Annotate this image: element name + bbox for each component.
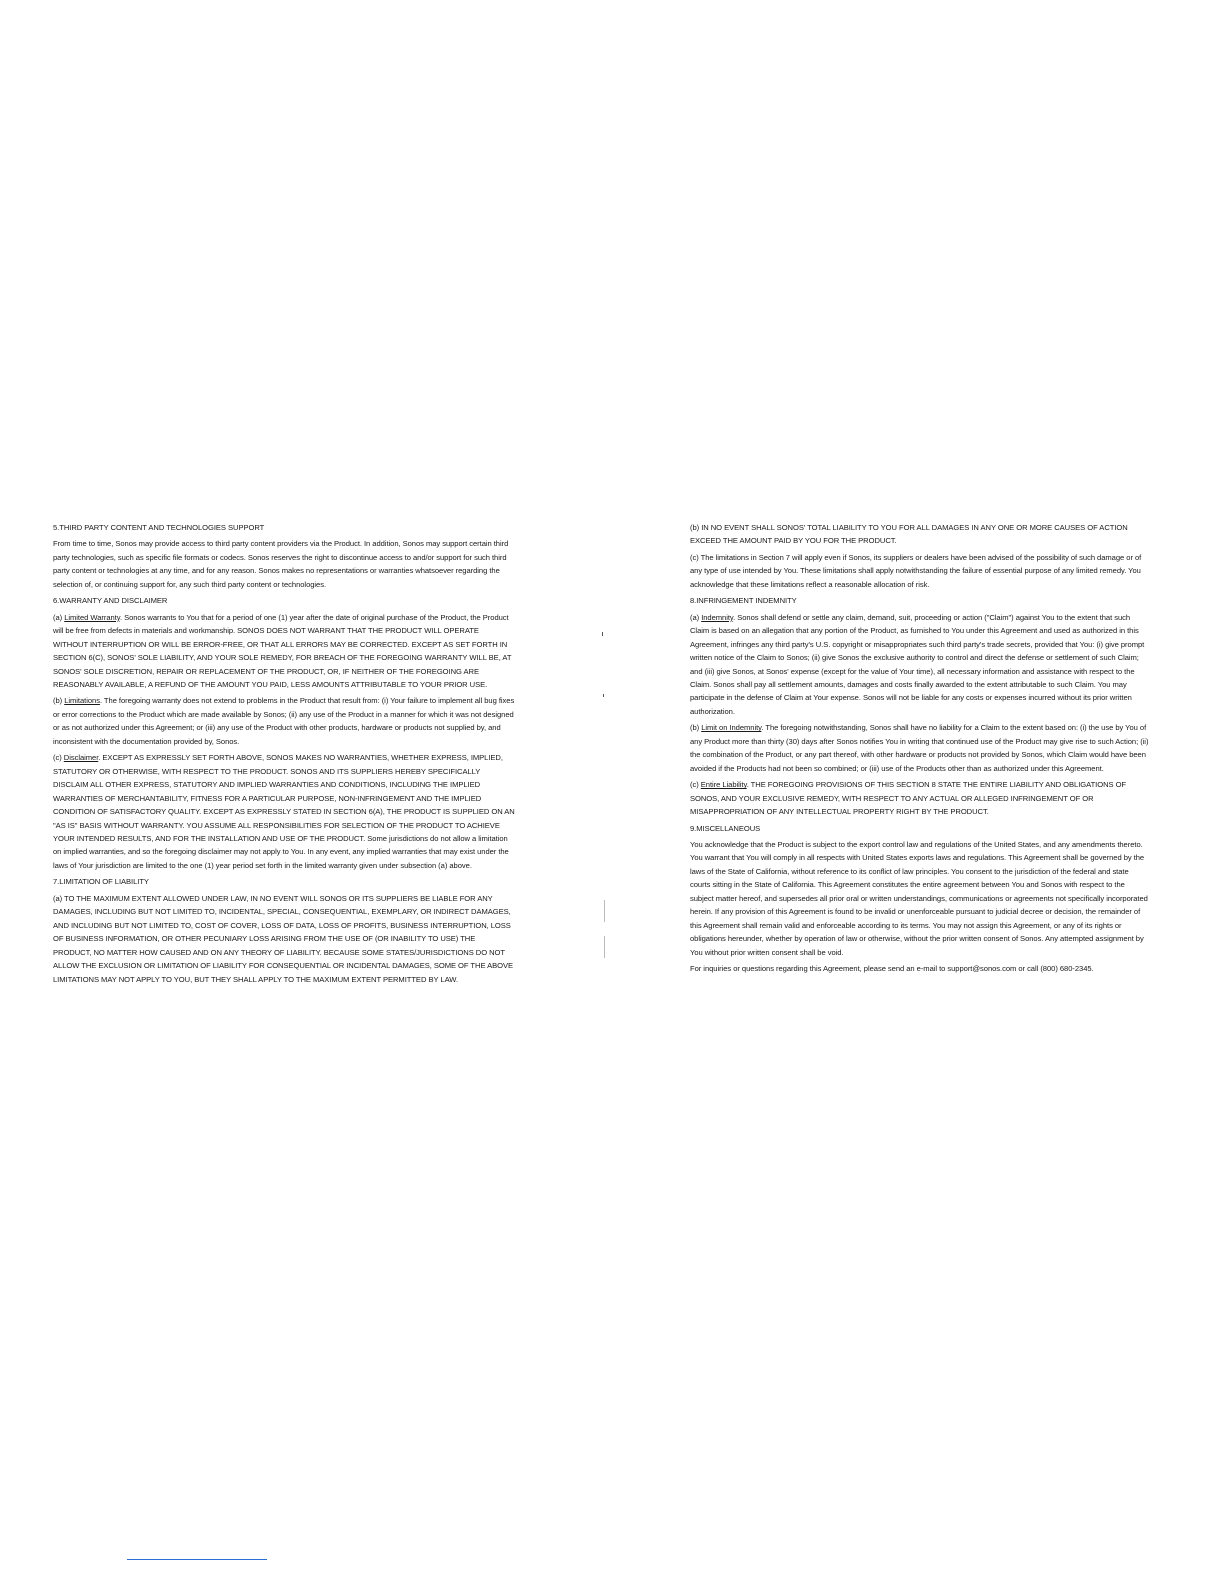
section-6a-title: Limited Warranty — [64, 612, 120, 622]
section-5-paragraph: From time to time, Sonos may provide access to third party content providers via the Product. In addition, Sonos may support certain third party technologies, such as specific file formats or codecs. Sonos reserves the right to discontinue access to and/or support for such third party content or technologies at any time, and for any reason. Sonos makes no representations or warranties whatsoever regarding the selection of, or continuing support for, any such third party content or technologies. — [53, 539, 509, 589]
left-column — [53, 521, 515, 989]
section-8-heading: 8.INFRINGEMENT INDEMNITY — [690, 596, 797, 606]
section-6b-prefix: (b) — [53, 696, 65, 706]
section-6c-title: Disclaimer — [63, 753, 99, 763]
gutter-speck — [603, 694, 604, 697]
gutter-speck — [602, 632, 603, 636]
section-8b-text: . The foregoing notwithstanding, Sonos shall have no liability for a Claim to the extent based on: (i) the use by You of any Product more than thirty (30) days after Sonos notifies You in writing that continued use of the Product may give rise to such Action; (ii) the combination of the Product, or any part thereof, with other hardware or products not provided by Sonos, which Claim would have been avoided if the Products had not been so combined; or (iii) use of the Products other than as authorized under this Agreement. — [690, 723, 1149, 773]
right-column — [690, 521, 1149, 979]
section-8a-text: . Sonos shall defend or settle any claim, demand, suit, proceeding or action ("Claim") against You to the extent that such Claim is based on an allegation that any portion of the Product, as furnished to You under this Agreement and used as authorized in this Agreement, infringes any third party's U.S. copyright or misappropriates such third party's trade secrets, provided that You: (i) give prompt written notice of the Claim to Sonos; (ii) give Sonos the exclusive authority to control and direct the defense or settlement of such Claim; and (iii) give Sonos, at Sonos' expense (except for the value of Your time), all necessary information and assistance with respect to the Claim. Sonos shall pay all settlement amounts, damages and costs finally awarded to the extent attributable to such Claim. You may participate in the defense of Claim at Your expense. Sonos will not be liable for any costs or expenses incurred without its prior written authorization. — [690, 612, 1145, 716]
section-6c-paragraph — [53, 751, 515, 872]
section-8a-prefix: (a) — [690, 612, 702, 622]
section-8c-paragraph — [690, 778, 1149, 818]
section-6b-paragraph — [53, 694, 515, 748]
section-6c-prefix: (c) — [53, 753, 64, 763]
section-7b-paragraph: (b) IN NO EVENT SHALL SONOS' TOTAL LIABILITY TO YOU FOR ALL DAMAGES IN ANY ONE OR MORE CAUSES OF ACTION EXCEED THE AMOUNT PAID BY YOU FOR THE PRODUCT. — [690, 523, 1128, 546]
section-8b-title: Limit on Indemnity — [701, 723, 762, 733]
section-8c-text: . THE FOREGOING PROVISIONS OF THIS SECTION 8 STATE THE ENTIRE LIABILITY AND OBLIGATIONS OF SONOS, AND YOUR EXCLUSIVE REMEDY, WITH RESPECT TO ANY ACTUAL OR ALLEGED INFRINGEMENT OF OR MISAPPROPRIATION OF ANY INTELLECTUAL PROPERTY RIGHT BY THE PRODUCT. — [690, 780, 1127, 817]
section-7c-paragraph: (c) The limitations in Section 7 will apply even if Sonos, its suppliers or dealers have been advised of the possibility of such damage or of any type of use intended by You. These limitations shall apply notwithstanding the failure of essential purpose of any limited remedy. You acknowledge that these limitations reflect a reasonable allocation of risk. — [690, 552, 1142, 589]
section-8a-title: Indemnity — [701, 612, 734, 622]
section-6b-text: . The foregoing warranty does not extend to problems in the Product that result from: (i) Your failure to implement all bug fixes or error corrections to the Product which are made available by Sonos; (ii) any use of the Product in a manner for which it was not designed or as not authorized under this Agreement; or (iii) any use of the Product with other products, hardware or products not supplied by, and inconsistent with the documentation provided by, Sonos. — [53, 696, 515, 746]
section-6b-title: Limitations — [64, 696, 100, 706]
gutter-line — [604, 936, 605, 958]
section-8b-prefix: (b) — [690, 723, 702, 733]
section-6c-text: . EXCEPT AS EXPRESSLY SET FORTH ABOVE, SONOS MAKES NO WARRANTIES, WHETHER EXPRESS, IMPLIED, STATUTORY OR OTHERWISE, WITH RESPECT TO THE PRODUCT. SONOS AND ITS SUPPLIERS HEREBY SPECIFICALLY DISCLAIM ALL OTHER EXPRESS, STATUTORY AND IMPLIED WARRANTIES AND CONDITIONS, INCLUDING THE IMPLIED WARRANTIES OF MERCHANTABILITY, FITNESS FOR A PARTICULAR PURPOSE, NON-INFRINGEMENT AND THE IMPLIED CONDITION OF SATISFACTORY QUALITY. EXCEPT AS EXPRESSLY STATED IN SECTION 6(A), THE PRODUCT IS SUPPLIED ON AN "AS IS" BASIS WITHOUT WARRANTY. YOU ASSUME ALL RESPONSIBILITIES FOR SELECTION OF THE PRODUCT TO ACHIEVE YOUR INTENDED RESULTS, AND FOR THE INSTALLATION AND USE OF THE PRODUCT. Some jurisdictions do not allow a limitation on implied warranties, and so the foregoing disclaimer may not apply to You. In any event, any implied warranties that may exist under the laws of Your jurisdiction are limited to the one (1) year period set forth in the limited warranty given under subsection (a) above. — [53, 753, 515, 870]
section-6a-prefix: (a) — [53, 612, 65, 622]
section-8b-paragraph — [690, 721, 1149, 775]
section-9-heading: 9.MISCELLANEOUS — [690, 823, 761, 833]
section-6-heading: 6.WARRANTY AND DISCLAIMER — [53, 596, 168, 606]
section-6a-text: . Sonos warrants to You that for a period of one (1) year after the date of original purchase of the Product, the Product will be free from defects in materials and workmanship. SONOS DOES NOT WARRANT THAT THE PRODUCT WILL OPERATE WITHOUT INTERRUPTION OR WILL BE ERROR-FREE, OR THAT ALL ERRORS MAY BE CORRECTED. EXCEPT AS SET FORTH IN SECTION 6(C), SONOS' SOLE LIABILITY, AND YOUR SOLE REMEDY, FOR BREACH OF THE FOREGOING WARRANTY WILL BE, AT SONOS' SOLE DISCRETION, REPAIR OR REPLACEMENT OF THE PRODUCT, OR, IF NEITHER OF THE FOREGOING ARE REASONABLY AVAILABLE, A REFUND OF THE AMOUNT YOU PAID, LESS AMOUNTS ATTRIBUTABLE TO YOUR PRIOR USE. — [53, 612, 512, 689]
section-8c-prefix: (c) — [690, 780, 701, 790]
bottom-rule — [127, 1559, 267, 1560]
section-8c-title: Entire Liability — [700, 780, 747, 790]
section-6a-paragraph — [53, 611, 515, 692]
contact-paragraph: For inquiries or questions regarding this Agreement, please send an e-mail to support@sonos.com or call (800) 680-2345. — [690, 964, 1094, 974]
section-9-paragraph: You acknowledge that the Product is subject to the export control law and regulations of the United States, and any amendments thereto. You warrant that You will comply in all respects with United States exports laws and regulations. This Agreement shall be governed by the laws of the State of California, without reference to its conflict of law principles. You consent to the jurisdiction of the federal and state courts sitting in the State of California. This Agreement constitutes the entire agreement between You and Sonos with respect to the subject matter hereof, and supersedes all prior oral or written understandings, communications or agreements not specifically incorporated herein. If any provision of this Agreement is found to be invalid or unenforceable pursuant to judicial decree or decision, the remainder of this Agreement shall remain valid and enforceable according to its terms. You may not assign this Agreement, or any of its rights or obligations hereunder, whether by operation of law or otherwise, without the prior written consent of Sonos. Any attempted assignment by You without prior written consent shall be void. — [690, 839, 1148, 957]
section-8a-paragraph — [690, 611, 1149, 719]
section-7a-paragraph: (a) TO THE MAXIMUM EXTENT ALLOWED UNDER LAW, IN NO EVENT WILL SONOS OR ITS SUPPLIERS BE LIABLE FOR ANY DAMAGES, INCLUDING BUT NOT LIMITED TO, INCIDENTAL, SPECIAL, CONSEQUENTIAL, EXEMPLARY, OR INDIRECT DAMAGES, AND INCLUDING BUT NOT LIMITED TO, COST OF COVER, LOSS OF DATA, LOSS OF PROFITS, BUSINESS INTERRUPTION, LOSS OF BUSINESS INFORMATION, OR OTHER PECUNIARY LOSS ARISING FROM THE USE OF (OR INABILITY TO USE) THE PRODUCT, NO MATTER HOW CAUSED AND ON ANY THEORY OF LIABILITY. BECAUSE SOME STATES/JURISDICTIONS DO NOT ALLOW THE EXCLUSION OR LIMITATION OF LIABILITY FOR CONSEQUENTIAL OR INCIDENTAL DAMAGES, SOME OF THE ABOVE LIMITATIONS MAY NOT APPLY TO YOU, BUT THEY SHALL APPLY TO THE MAXIMUM EXTENT PERMITTED BY LAW. — [53, 893, 514, 984]
section-7-heading: 7.LIMITATION OF LIABILITY — [53, 877, 149, 887]
section-5-heading: 5.THIRD PARTY CONTENT AND TECHNOLOGIES SUPPORT — [53, 523, 265, 532]
gutter-line — [604, 900, 605, 922]
